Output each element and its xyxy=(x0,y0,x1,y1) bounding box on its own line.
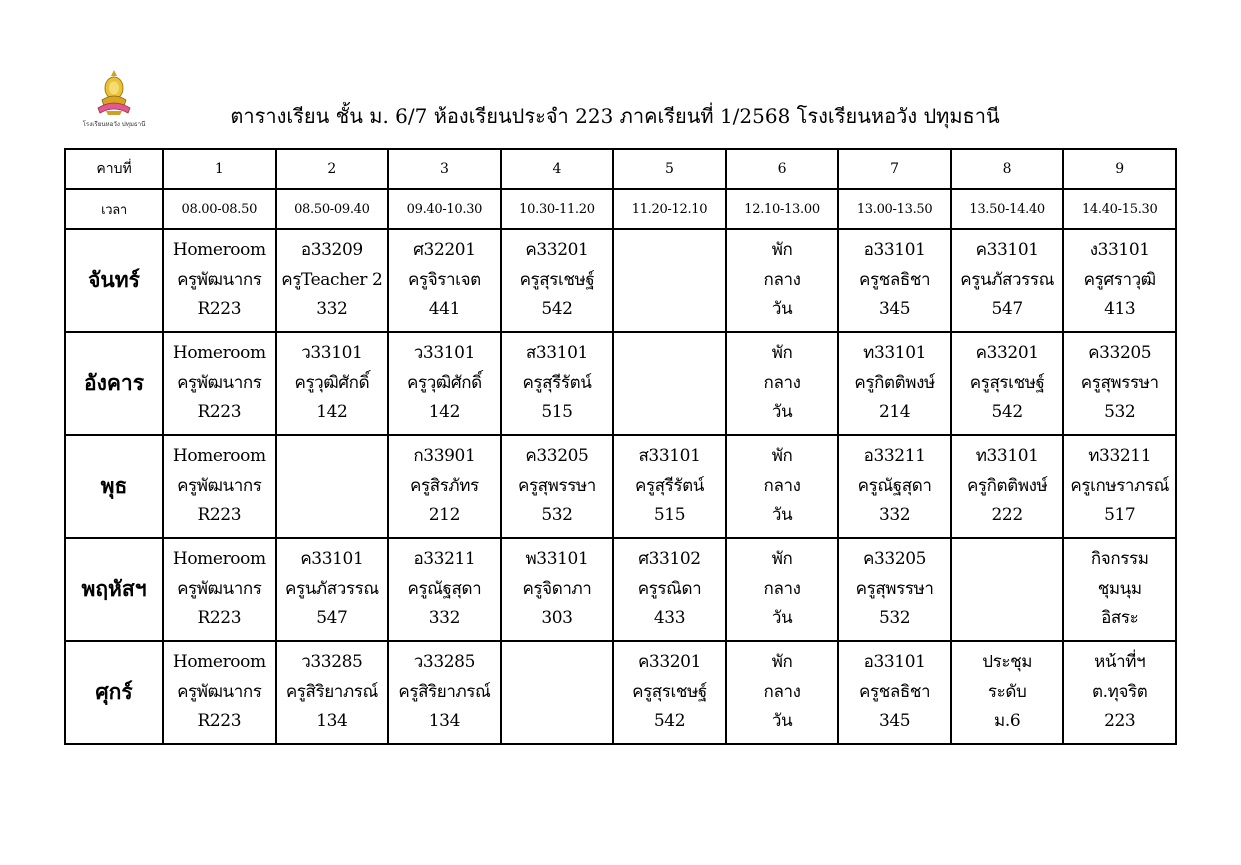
timetable-cell xyxy=(501,435,614,538)
day-row xyxy=(65,229,1176,332)
room-number: 542 xyxy=(541,299,573,320)
teacher-name: กลาง xyxy=(763,372,801,393)
period-time: 13.00-13.50 xyxy=(838,189,951,229)
room-number: 517 xyxy=(1104,505,1136,526)
day-name: พฤหัสฯ xyxy=(65,538,163,641)
period-number: 1 xyxy=(163,149,276,189)
teacher-name: ครูนภัสวรรณ xyxy=(960,269,1054,290)
room-number: 547 xyxy=(316,608,348,629)
timetable-cell xyxy=(501,332,614,435)
room-number: R223 xyxy=(197,505,242,526)
room-number: 441 xyxy=(428,299,461,320)
teacher-name: ครูวุฒิศักดิ์ xyxy=(407,372,482,393)
subject-code: ก33901 xyxy=(413,446,476,467)
teacher-name: กลาง xyxy=(763,681,801,702)
room-number: วัน xyxy=(771,608,793,629)
timetable-cell xyxy=(388,332,501,435)
subject-code: ว33101 xyxy=(301,343,363,364)
timetable-cell xyxy=(388,435,501,538)
timetable-cell xyxy=(1063,435,1176,538)
subject-code: ค33201 xyxy=(637,652,702,673)
day-row xyxy=(65,538,1176,641)
subject-code: ค33101 xyxy=(975,240,1039,261)
teacher-name: ครูพัฒนากร xyxy=(177,681,262,702)
subject-code: หน้าที่ฯ xyxy=(1094,652,1146,673)
subject-code: Homeroom xyxy=(172,343,266,364)
timetable-cell xyxy=(1063,538,1176,641)
teacher-name: ครูสุรีรัตน์ xyxy=(522,372,592,393)
period-time: 08.50-09.40 xyxy=(276,189,389,229)
subject-code: Homeroom xyxy=(172,652,266,673)
subject-code: ง33101 xyxy=(1089,240,1150,261)
time-header-row xyxy=(65,189,1176,229)
period-number: 7 xyxy=(838,149,951,189)
teacher-name: ครูพัฒนากร xyxy=(177,372,262,393)
room-number: R223 xyxy=(197,299,242,320)
room-number: อิสระ xyxy=(1101,608,1139,629)
subject-code: ส33101 xyxy=(525,343,588,364)
room-number: 222 xyxy=(991,505,1023,526)
room-number: 345 xyxy=(878,711,911,732)
period-number: 8 xyxy=(951,149,1064,189)
teacher-name: ครูสิริยาภรณ์ xyxy=(398,681,491,702)
subject-code: ท33101 xyxy=(975,446,1039,467)
timetable-cell xyxy=(163,538,276,641)
timetable-cell xyxy=(613,538,726,641)
timetable-cell xyxy=(613,229,726,332)
day-name: พุธ xyxy=(65,435,163,538)
timetable-cell xyxy=(163,229,276,332)
room-number: 332 xyxy=(878,505,911,526)
timetable-cell xyxy=(726,538,839,641)
subject-code: Homeroom xyxy=(172,446,266,467)
day-row xyxy=(65,332,1176,435)
teacher-name: ชุมนุม xyxy=(1097,578,1142,599)
subject-code: ศ32201 xyxy=(413,240,476,261)
subject-code: ค33205 xyxy=(863,549,927,570)
page-title: ตารางเรียน ชั้น ม. 6/7 ห้องเรียนประจำ 223 ภาคเรียนที่ 1/2568 โรงเรียนหอวัง ปทุมธานี xyxy=(230,104,1000,128)
period-label: คาบที่ xyxy=(65,149,163,189)
teacher-name: ครูกิตติพงษ์ xyxy=(966,475,1048,496)
teacher-name: ครูพัฒนากร xyxy=(177,269,262,290)
timetable-cell xyxy=(276,229,389,332)
room-number: 223 xyxy=(1104,711,1136,732)
period-number: 6 xyxy=(726,149,839,189)
subject-code: ประชุม xyxy=(982,652,1033,673)
room-number: 332 xyxy=(316,299,348,320)
room-number: 532 xyxy=(541,505,573,526)
day-name: ศุกร์ xyxy=(65,641,163,744)
timetable-cell xyxy=(726,229,839,332)
timetable-cell xyxy=(388,538,501,641)
subject-code: ค33205 xyxy=(525,446,589,467)
period-header-row xyxy=(65,149,1176,189)
timetable-cell xyxy=(163,332,276,435)
day-name: จันทร์ xyxy=(65,229,163,332)
timetable-cell xyxy=(501,229,614,332)
teacher-name: ครูรณิดา xyxy=(637,578,702,599)
room-number: 332 xyxy=(428,608,461,629)
room-number: 515 xyxy=(541,402,573,423)
subject-code: อ33209 xyxy=(300,240,363,261)
teacher-name: ครูนภัสวรรณ xyxy=(285,578,379,599)
room-number: 532 xyxy=(878,608,911,629)
subject-code: ศ33102 xyxy=(638,549,701,570)
room-number: 134 xyxy=(428,711,461,732)
teacher-name: ครูสุรเชษฐ์ xyxy=(632,681,707,702)
teacher-name: กลาง xyxy=(763,475,801,496)
timetable-cell xyxy=(1063,332,1176,435)
room-number: 542 xyxy=(991,402,1023,423)
day-row xyxy=(65,641,1176,744)
room-number: วัน xyxy=(771,711,793,732)
room-number: 532 xyxy=(1104,402,1136,423)
timetable-cell xyxy=(276,435,389,538)
teacher-name: ต.ทุจริต xyxy=(1092,681,1148,702)
teacher-name: ครูพัฒนากร xyxy=(177,475,262,496)
subject-code: พัก xyxy=(771,549,793,570)
teacher-name: ครูสุรเชษฐ์ xyxy=(969,372,1045,393)
teacher-name: ครูจิราเจต xyxy=(408,269,481,290)
day-row xyxy=(65,435,1176,538)
room-number: ม.6 xyxy=(994,711,1021,732)
room-number: วัน xyxy=(771,299,793,320)
subject-code: ส33101 xyxy=(638,446,701,467)
room-number: 142 xyxy=(428,402,461,423)
teacher-name: ครูสุรีรัตน์ xyxy=(634,475,704,496)
period-time: 13.50-14.40 xyxy=(951,189,1064,229)
period-number: 5 xyxy=(613,149,726,189)
subject-code: ว33101 xyxy=(413,343,476,364)
room-number: 134 xyxy=(316,711,348,732)
period-time: 11.20-12.10 xyxy=(613,189,726,229)
timetable-cell xyxy=(726,332,839,435)
subject-code: อ33211 xyxy=(863,446,926,467)
subject-code: ว33285 xyxy=(301,652,363,673)
period-number: 9 xyxy=(1063,149,1176,189)
timetable-cell xyxy=(163,435,276,538)
subject-code: อ33101 xyxy=(863,652,926,673)
teacher-name: ครูสุพรรษา xyxy=(855,578,934,599)
logo-caption: โรงเรียนหอวัง ปทุมธานี xyxy=(82,121,146,128)
teacher-name: ครูชลธิชา xyxy=(859,681,931,702)
period-time: 09.40-10.30 xyxy=(388,189,501,229)
subject-code: พัก xyxy=(771,652,793,673)
teacher-name: ครูสิริยาภรณ์ xyxy=(285,681,378,702)
period-time: 14.40-15.30 xyxy=(1063,189,1176,229)
room-number: R223 xyxy=(197,711,242,732)
teacher-name: ครูวุฒิศักดิ์ xyxy=(294,372,370,393)
room-number: 413 xyxy=(1104,299,1136,320)
timetable-cell xyxy=(501,641,614,744)
room-number: 142 xyxy=(316,402,348,423)
timetable-cell xyxy=(276,641,389,744)
room-number: วัน xyxy=(771,402,793,423)
timetable-cell xyxy=(501,538,614,641)
period-number: 4 xyxy=(501,149,614,189)
room-number: 303 xyxy=(541,608,573,629)
timetable-cell xyxy=(613,332,726,435)
timetable-cell xyxy=(388,229,501,332)
timetable-cell xyxy=(726,641,839,744)
teacher-name: ครูกิตติพงษ์ xyxy=(854,372,935,393)
subject-code: อ33101 xyxy=(863,240,926,261)
timetable-cell xyxy=(838,538,951,641)
room-number: 433 xyxy=(653,608,686,629)
subject-code: พัก xyxy=(771,446,793,467)
timetable-cell xyxy=(613,641,726,744)
timetable-cell xyxy=(838,435,951,538)
period-number: 3 xyxy=(388,149,501,189)
school-logo xyxy=(80,68,148,130)
subject-code: ค33205 xyxy=(1088,343,1152,364)
teacher-name: ครูณัฐสุดา xyxy=(407,578,482,599)
room-number: R223 xyxy=(197,402,242,423)
teacher-name: ระดับ xyxy=(987,681,1027,702)
timetable-cell xyxy=(388,641,501,744)
room-number: 214 xyxy=(878,402,911,423)
teacher-name: กลาง xyxy=(763,578,801,599)
teacher-name: ครูสุพรรษา xyxy=(1080,372,1159,393)
subject-code: ท33211 xyxy=(1088,446,1152,467)
day-name: อังคาร xyxy=(65,332,163,435)
timetable-cell xyxy=(1063,229,1176,332)
timetable xyxy=(64,148,1177,745)
timetable-cell xyxy=(276,332,389,435)
room-number: R223 xyxy=(197,608,242,629)
timetable-cell xyxy=(613,435,726,538)
timetable-cell xyxy=(951,229,1064,332)
timetable-cell xyxy=(1063,641,1176,744)
period-number: 2 xyxy=(276,149,389,189)
teacher-name: ครูจิดาภา xyxy=(522,578,592,599)
subject-code: พัก xyxy=(771,240,793,261)
subject-code: ค33201 xyxy=(525,240,589,261)
period-time: 10.30-11.20 xyxy=(501,189,614,229)
subject-code: ค33101 xyxy=(300,549,364,570)
teacher-name: ครูสุรเชษฐ์ xyxy=(519,269,595,290)
subject-code: ท33101 xyxy=(863,343,927,364)
timetable-cell xyxy=(838,229,951,332)
timetable-cell xyxy=(951,435,1064,538)
teacher-name: ครูณัฐสุดา xyxy=(857,475,932,496)
teacher-name: ครูศราวุฒิ xyxy=(1083,269,1156,290)
subject-code: Homeroom xyxy=(172,240,266,261)
teacher-name: ครูเกษราภรณ์ xyxy=(1070,475,1169,496)
subject-code: ค33201 xyxy=(975,343,1039,364)
subject-code: พัก xyxy=(771,343,793,364)
timetable-cell xyxy=(163,641,276,744)
teacher-name: ครูพัฒนากร xyxy=(177,578,262,599)
timetable-cell xyxy=(838,641,951,744)
room-number: วัน xyxy=(771,505,793,526)
subject-code: กิจกรรม xyxy=(1090,549,1149,570)
room-number: 345 xyxy=(878,299,911,320)
teacher-name: ครูชลธิชา xyxy=(859,269,931,290)
subject-code: พ33101 xyxy=(525,549,589,570)
timetable-cell xyxy=(951,538,1064,641)
time-label: เวลา xyxy=(65,189,163,229)
room-number: 515 xyxy=(653,505,686,526)
timetable-cell xyxy=(951,332,1064,435)
subject-code: ว33285 xyxy=(413,652,476,673)
room-number: 542 xyxy=(653,711,686,732)
subject-code: อ33211 xyxy=(413,549,476,570)
period-time: 12.10-13.00 xyxy=(726,189,839,229)
timetable-cell xyxy=(951,641,1064,744)
room-number: 212 xyxy=(428,505,461,526)
teacher-name: ครูสิรภัทร xyxy=(410,475,479,496)
room-number: 547 xyxy=(991,299,1023,320)
timetable-cell xyxy=(276,538,389,641)
period-time: 08.00-08.50 xyxy=(163,189,276,229)
timetable-cell xyxy=(726,435,839,538)
teacher-name: ครูสุพรรษา xyxy=(517,475,596,496)
timetable-cell xyxy=(838,332,951,435)
teacher-name: ครูTeacher 2 xyxy=(281,269,383,290)
teacher-name: กลาง xyxy=(763,269,801,290)
subject-code: Homeroom xyxy=(172,549,266,570)
crest-icon xyxy=(98,70,130,115)
